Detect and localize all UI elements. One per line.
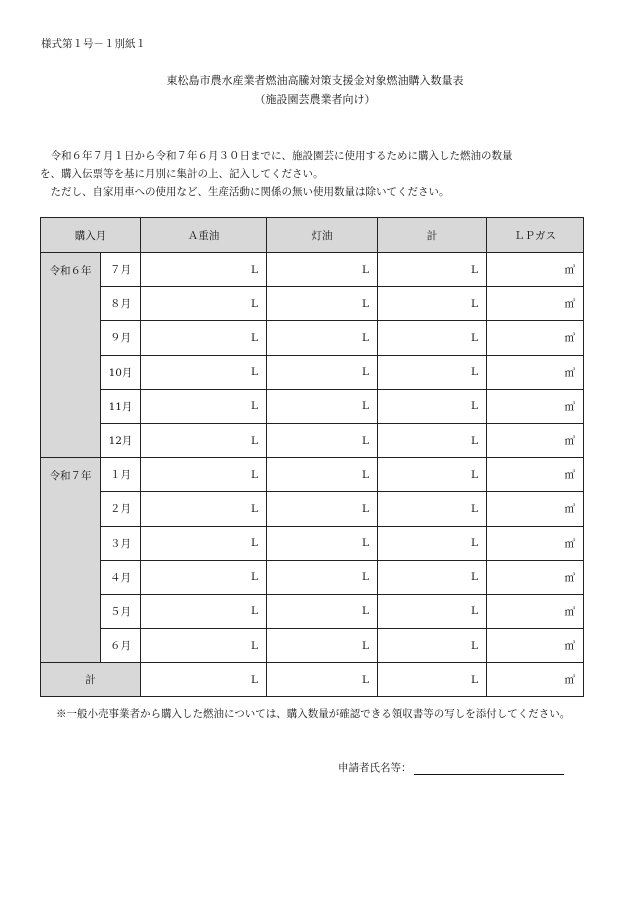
total-cell[interactable]: L (378, 629, 487, 663)
total-cell[interactable]: L (378, 423, 487, 457)
kerosene-cell[interactable]: L (267, 287, 378, 321)
document-subtitle: （施設園芸農業者向け） (254, 93, 376, 106)
signature-line[interactable] (414, 762, 564, 775)
fuel-purchase-table (40, 217, 584, 697)
month-label: ９月 (101, 321, 141, 355)
table-row (41, 253, 584, 287)
table-row (41, 389, 584, 423)
table-row (41, 355, 584, 389)
total-cell[interactable]: L (378, 321, 487, 355)
lp-gas-cell[interactable]: ㎥ (487, 287, 584, 321)
heavy-oil-cell[interactable]: L (141, 526, 267, 560)
total-cell[interactable]: L (378, 355, 487, 389)
lp-gas-cell[interactable]: ㎥ (487, 458, 584, 492)
total-cell[interactable]: L (378, 560, 487, 594)
heavy-oil-cell[interactable]: L (141, 594, 267, 628)
kerosene-cell[interactable]: L (267, 594, 378, 628)
table-row (41, 629, 584, 663)
month-label: ５月 (101, 594, 141, 628)
total-cell[interactable]: L (378, 526, 487, 560)
header-total: 計 (378, 218, 487, 253)
table-row (41, 560, 584, 594)
total-cell[interactable]: L (378, 492, 487, 526)
instruction-line-3: ただし、自家用車への使用など、生産活動に関係の無い使用数量は除いてください。 (50, 186, 450, 198)
lp-gas-cell[interactable]: ㎥ (487, 253, 584, 287)
lp-gas-cell[interactable]: ㎥ (487, 526, 584, 560)
heavy-oil-cell[interactable]: L (141, 492, 267, 526)
grand-total-cell[interactable]: L (378, 663, 487, 697)
kerosene-cell[interactable]: L (267, 560, 378, 594)
table-row (41, 321, 584, 355)
signature-label: 申請者氏名等： (338, 762, 412, 774)
lp-gas-total-cell[interactable]: ㎥ (487, 663, 584, 697)
table-total-row (41, 663, 584, 697)
month-label: ６月 (101, 629, 141, 663)
instruction-line-1: 令和６年７月１日から令和７年６月３０日までに、施設園芸に使用するために購入した燃油の数量 (50, 150, 513, 162)
document-title: 東松島市農水産業者燃油高騰対策支援金対象燃油購入数量表 (166, 74, 464, 87)
kerosene-cell[interactable]: L (267, 423, 378, 457)
heavy-oil-cell[interactable]: L (141, 458, 267, 492)
heavy-oil-cell[interactable]: L (141, 287, 267, 321)
instructions (40, 147, 588, 201)
kerosene-cell[interactable]: L (267, 492, 378, 526)
month-label: 11月 (101, 389, 141, 423)
lp-gas-cell[interactable]: ㎥ (487, 389, 584, 423)
table-row (41, 458, 584, 492)
header-lp-gas: ＬＰガス (487, 218, 584, 253)
total-cell[interactable]: L (378, 389, 487, 423)
total-cell[interactable]: L (378, 253, 487, 287)
kerosene-cell[interactable]: L (267, 526, 378, 560)
header-month: 購入月 (41, 218, 141, 253)
lp-gas-cell[interactable]: ㎥ (487, 355, 584, 389)
month-label: ２月 (101, 492, 141, 526)
table-row (41, 594, 584, 628)
header-kerosene: 灯油 (267, 218, 378, 253)
kerosene-cell[interactable]: L (267, 253, 378, 287)
header-heavy-oil: Ａ重油 (141, 218, 267, 253)
kerosene-cell[interactable]: L (267, 629, 378, 663)
month-label: ８月 (101, 287, 141, 321)
total-row-label: 計 (41, 663, 141, 697)
total-cell[interactable]: L (378, 458, 487, 492)
heavy-oil-cell[interactable]: L (141, 253, 267, 287)
total-cell[interactable]: L (378, 594, 487, 628)
month-label: ４月 (101, 560, 141, 594)
month-label: 10月 (101, 355, 141, 389)
heavy-oil-total-cell[interactable]: L (141, 663, 267, 697)
heavy-oil-cell[interactable]: L (141, 423, 267, 457)
applicant-signature (338, 760, 564, 775)
kerosene-cell[interactable]: L (267, 458, 378, 492)
year-label-r6: 令和６年 (41, 253, 101, 458)
year-label-r7: 令和７年 (41, 458, 101, 663)
month-label: ３月 (101, 526, 141, 560)
table-row (41, 526, 584, 560)
table-header-row (41, 218, 584, 253)
total-cell[interactable]: L (378, 287, 487, 321)
month-label: １月 (101, 458, 141, 492)
lp-gas-cell[interactable]: ㎥ (487, 629, 584, 663)
lp-gas-cell[interactable]: ㎥ (487, 594, 584, 628)
kerosene-cell[interactable]: L (267, 321, 378, 355)
heavy-oil-cell[interactable]: L (141, 629, 267, 663)
month-label: 12月 (101, 423, 141, 457)
heavy-oil-cell[interactable]: L (141, 389, 267, 423)
month-label: ７月 (101, 253, 141, 287)
table-row (41, 287, 584, 321)
kerosene-cell[interactable]: L (267, 355, 378, 389)
instruction-line-2: を、購入伝票等を基に月別に集計の上、記入してください。 (40, 168, 324, 180)
kerosene-total-cell[interactable]: L (267, 663, 378, 697)
heavy-oil-cell[interactable]: L (141, 560, 267, 594)
lp-gas-cell[interactable]: ㎥ (487, 423, 584, 457)
heavy-oil-cell[interactable]: L (141, 355, 267, 389)
table-row (41, 492, 584, 526)
lp-gas-cell[interactable]: ㎥ (487, 492, 584, 526)
heavy-oil-cell[interactable]: L (141, 321, 267, 355)
lp-gas-cell[interactable]: ㎥ (487, 321, 584, 355)
lp-gas-cell[interactable]: ㎥ (487, 560, 584, 594)
kerosene-cell[interactable]: L (267, 389, 378, 423)
table-row (41, 423, 584, 457)
receipt-note: ※一般小売事業者から購入した燃油については、購入数量が確認できる領収書等の写しを添付してください。 (56, 708, 571, 720)
form-number: 様式第１号－１別紙１ (41, 38, 146, 50)
